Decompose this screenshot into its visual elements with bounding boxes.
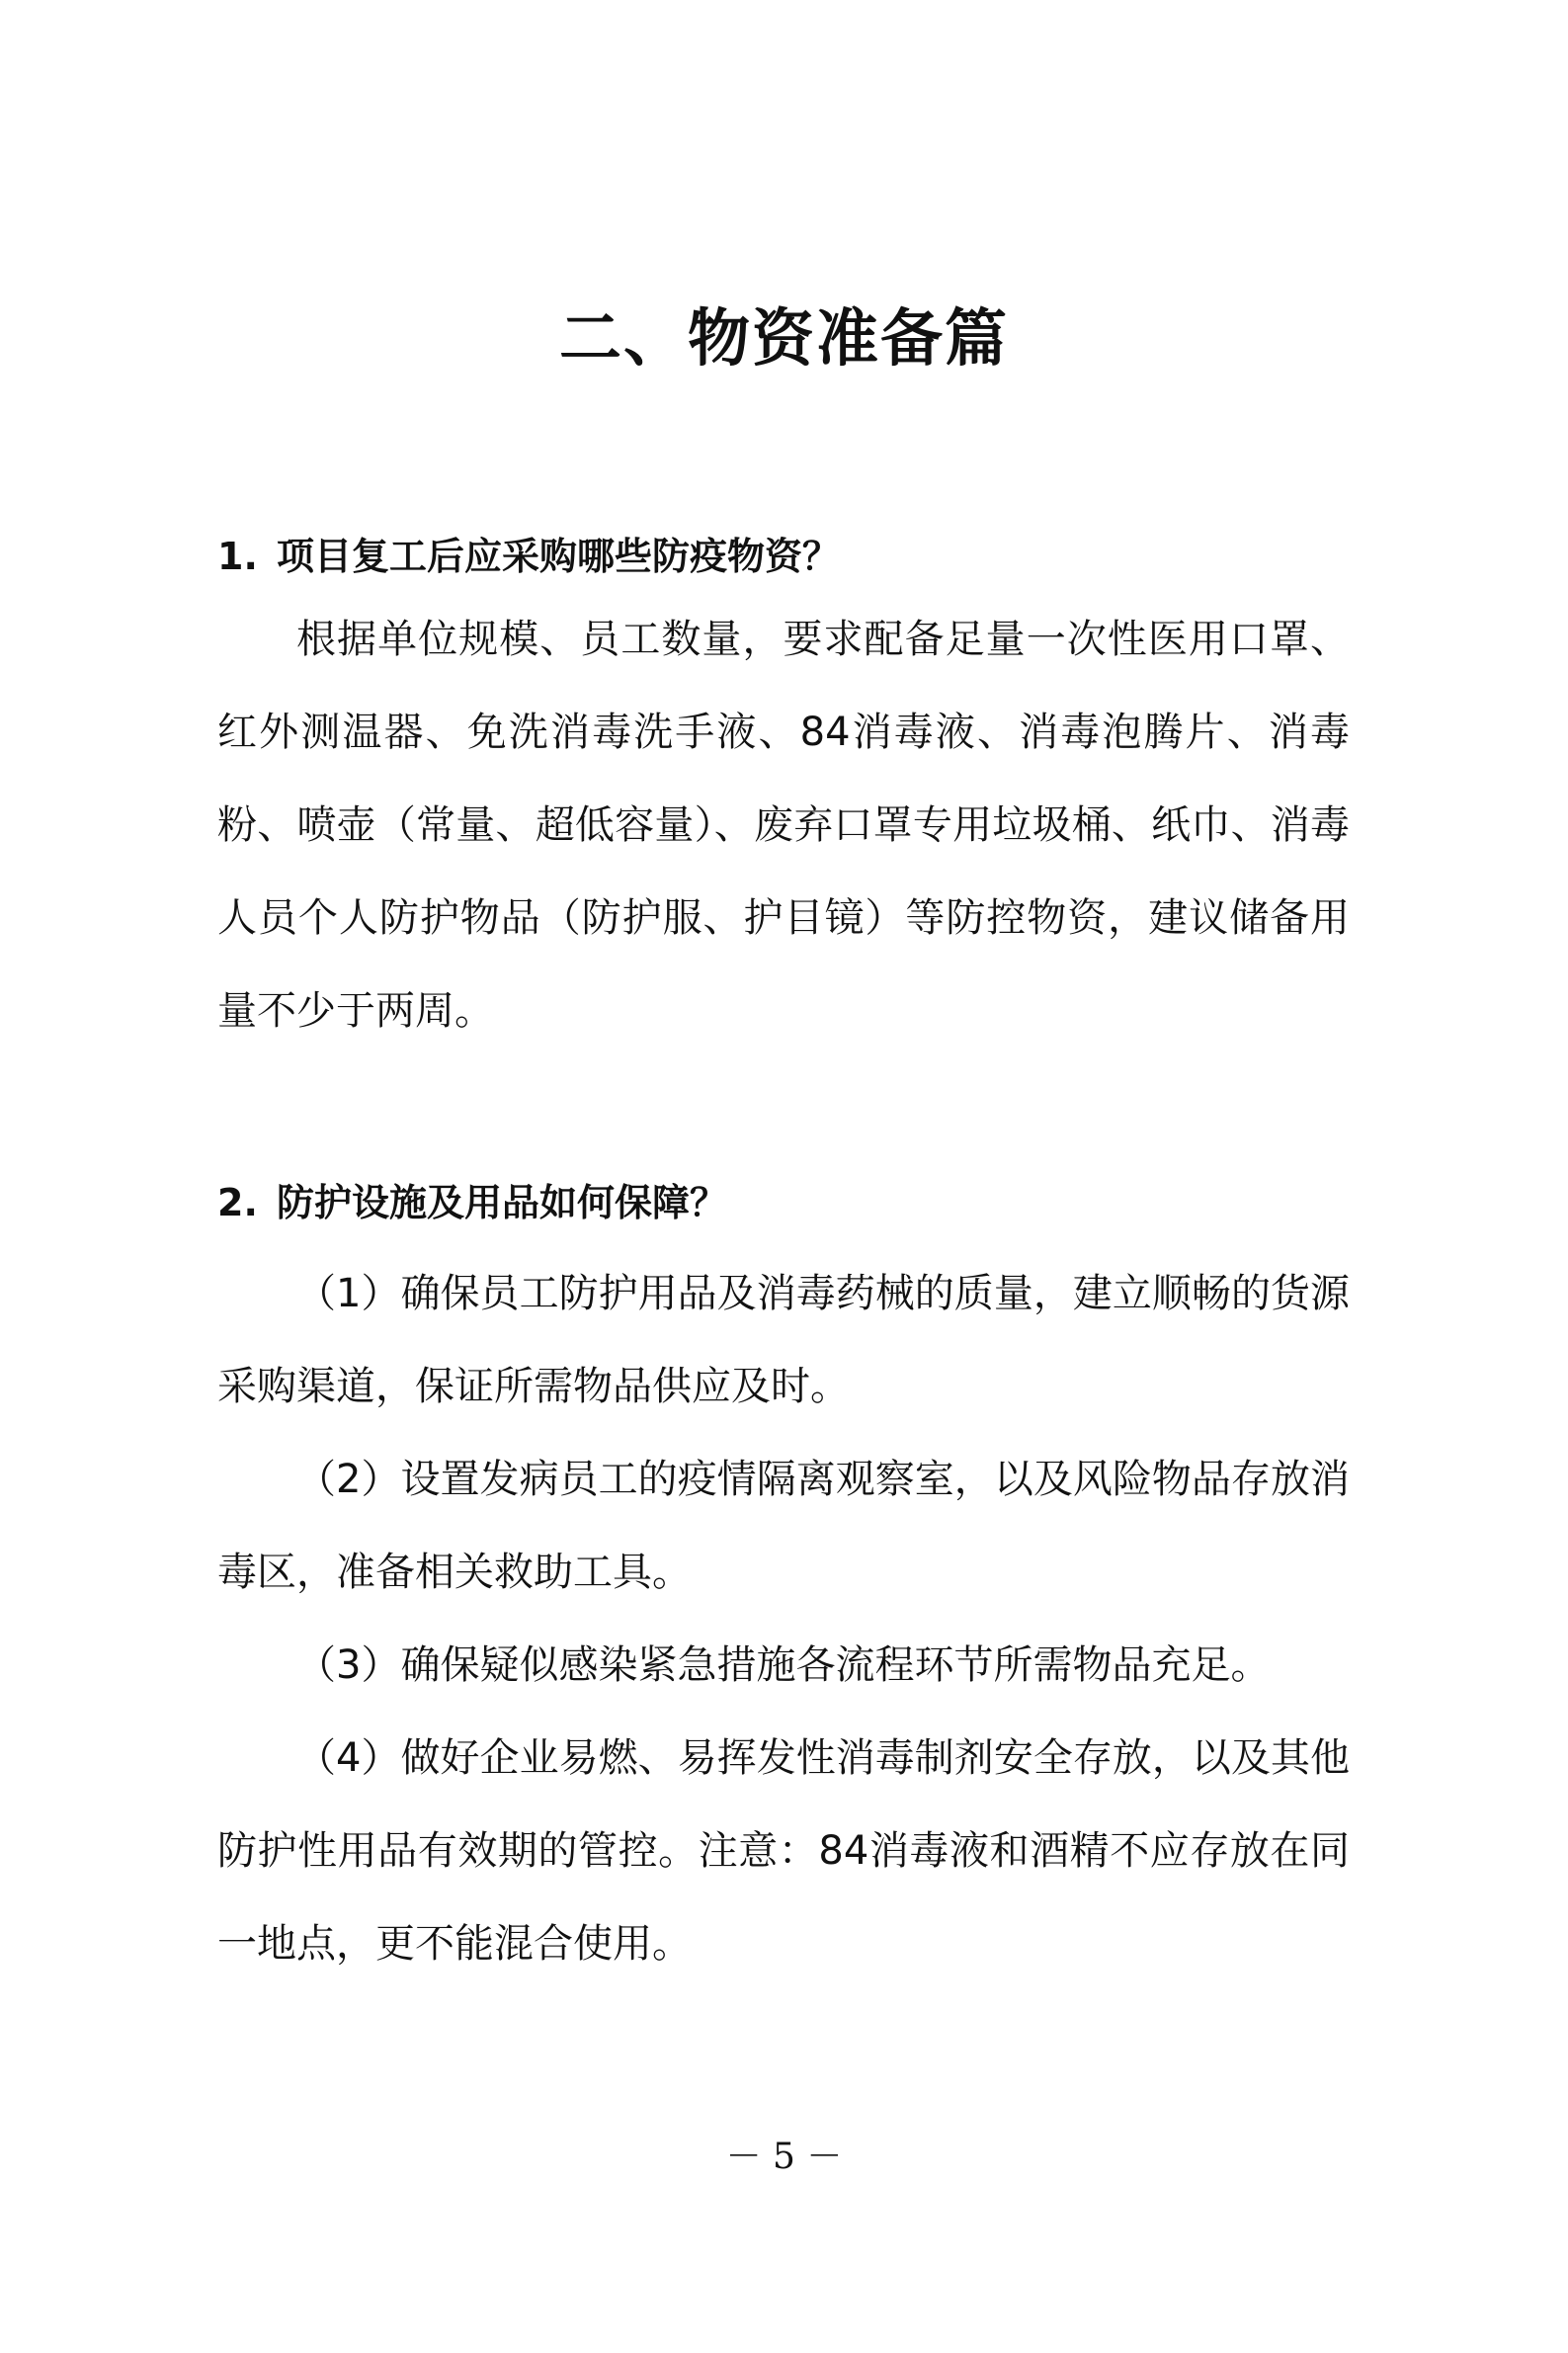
section-2-number: 2. [217,1181,258,1224]
section-2-heading [217,1178,727,1227]
section-2-paragraph-1: （1）确保员工防护用品及消毒药械的质量，建立顺畅的货源采购渠道，保证所需物品供应及时。 [217,1271,1350,1409]
section-1-paragraph-1: 根据单位规模、员工数量，要求配备足量一次性医用口罩、红外测温器、免洗消毒洗手液、84消毒液、消毒泡腾片、消毒粉、喷壶（常量、超低容量）、废弃口罩专用垃圾桶、纸巾、消毒人员个人防护物品（防护服、护目镜）等防控物资，建议储备用量不少于两周。 [217,617,1350,1034]
section-2-paragraph-4: （4）做好企业易燃、易挥发性消毒制剂安全存放，以及其他防护性用品有效期的管控。注意：84消毒液和酒精不应存放在同一地点，更不能混合使用。 [217,1735,1350,1967]
section-1-heading-text: 项目复工后应采购哪些防疫物资？ [277,535,841,578]
section-2-paragraph-2: （2）设置发病员工的疫情隔离观察室，以及风险物品存放消毒区，准备相关救助工具。 [217,1457,1350,1595]
page-number: － 5 － [725,2137,843,2177]
section-1-number: 1. [217,535,258,578]
section-2-paragraph-3: （3）确保疑似感染紧急措施各流程环节所需物品充足。 [296,1642,1271,1688]
page-title: 二、物资准备篇 [559,302,1009,375]
section-1-heading [217,532,840,581]
section-2-heading-text: 防护设施及用品如何保障？ [277,1181,728,1224]
